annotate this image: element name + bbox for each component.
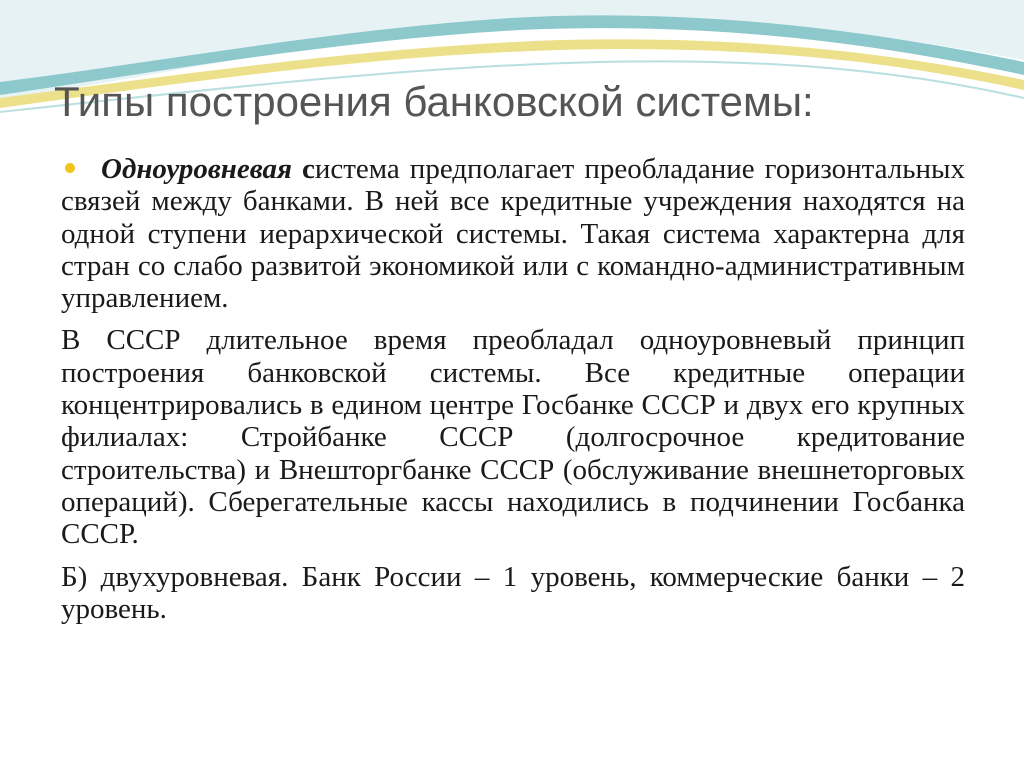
- bullet-dot-icon: [65, 163, 75, 173]
- term-single-level: Одноуровневая: [101, 153, 292, 185]
- slide-title: Типы построения банковской системы:: [54, 78, 814, 125]
- term-first-letter: с: [301, 153, 315, 185]
- slide-body: [61, 153, 965, 625]
- paragraph-one-text: истема предполагает преобладание горизонтальных связей между банками. В ней все кредитные учреждения находятся на одной ступени иерархической системы. Такая система характерна для стран со слабо развитой экономикой или с командно-административным управлением.: [61, 153, 965, 315]
- paragraph-two-level-system: Б) двухуровневая. Банк России – 1 уровень, коммерческие банки – 2 уровень.: [61, 560, 965, 625]
- paragraph-ussr: В СССР длительное время преобладал одноуровневый принцип построения банковской системы. Все кредитные операции концентрировались в едином центре Госбанке СССР и двух его крупных филиалах: Стройбанке СССР (долгосрочное кредитование строительства) и Внешторгбанке СССР (обслуживание внешнеторговых операций). Сберегательные кассы находились в подчинении Госбанка СССР.: [61, 324, 965, 551]
- paragraph-one-level-system: [61, 153, 965, 314]
